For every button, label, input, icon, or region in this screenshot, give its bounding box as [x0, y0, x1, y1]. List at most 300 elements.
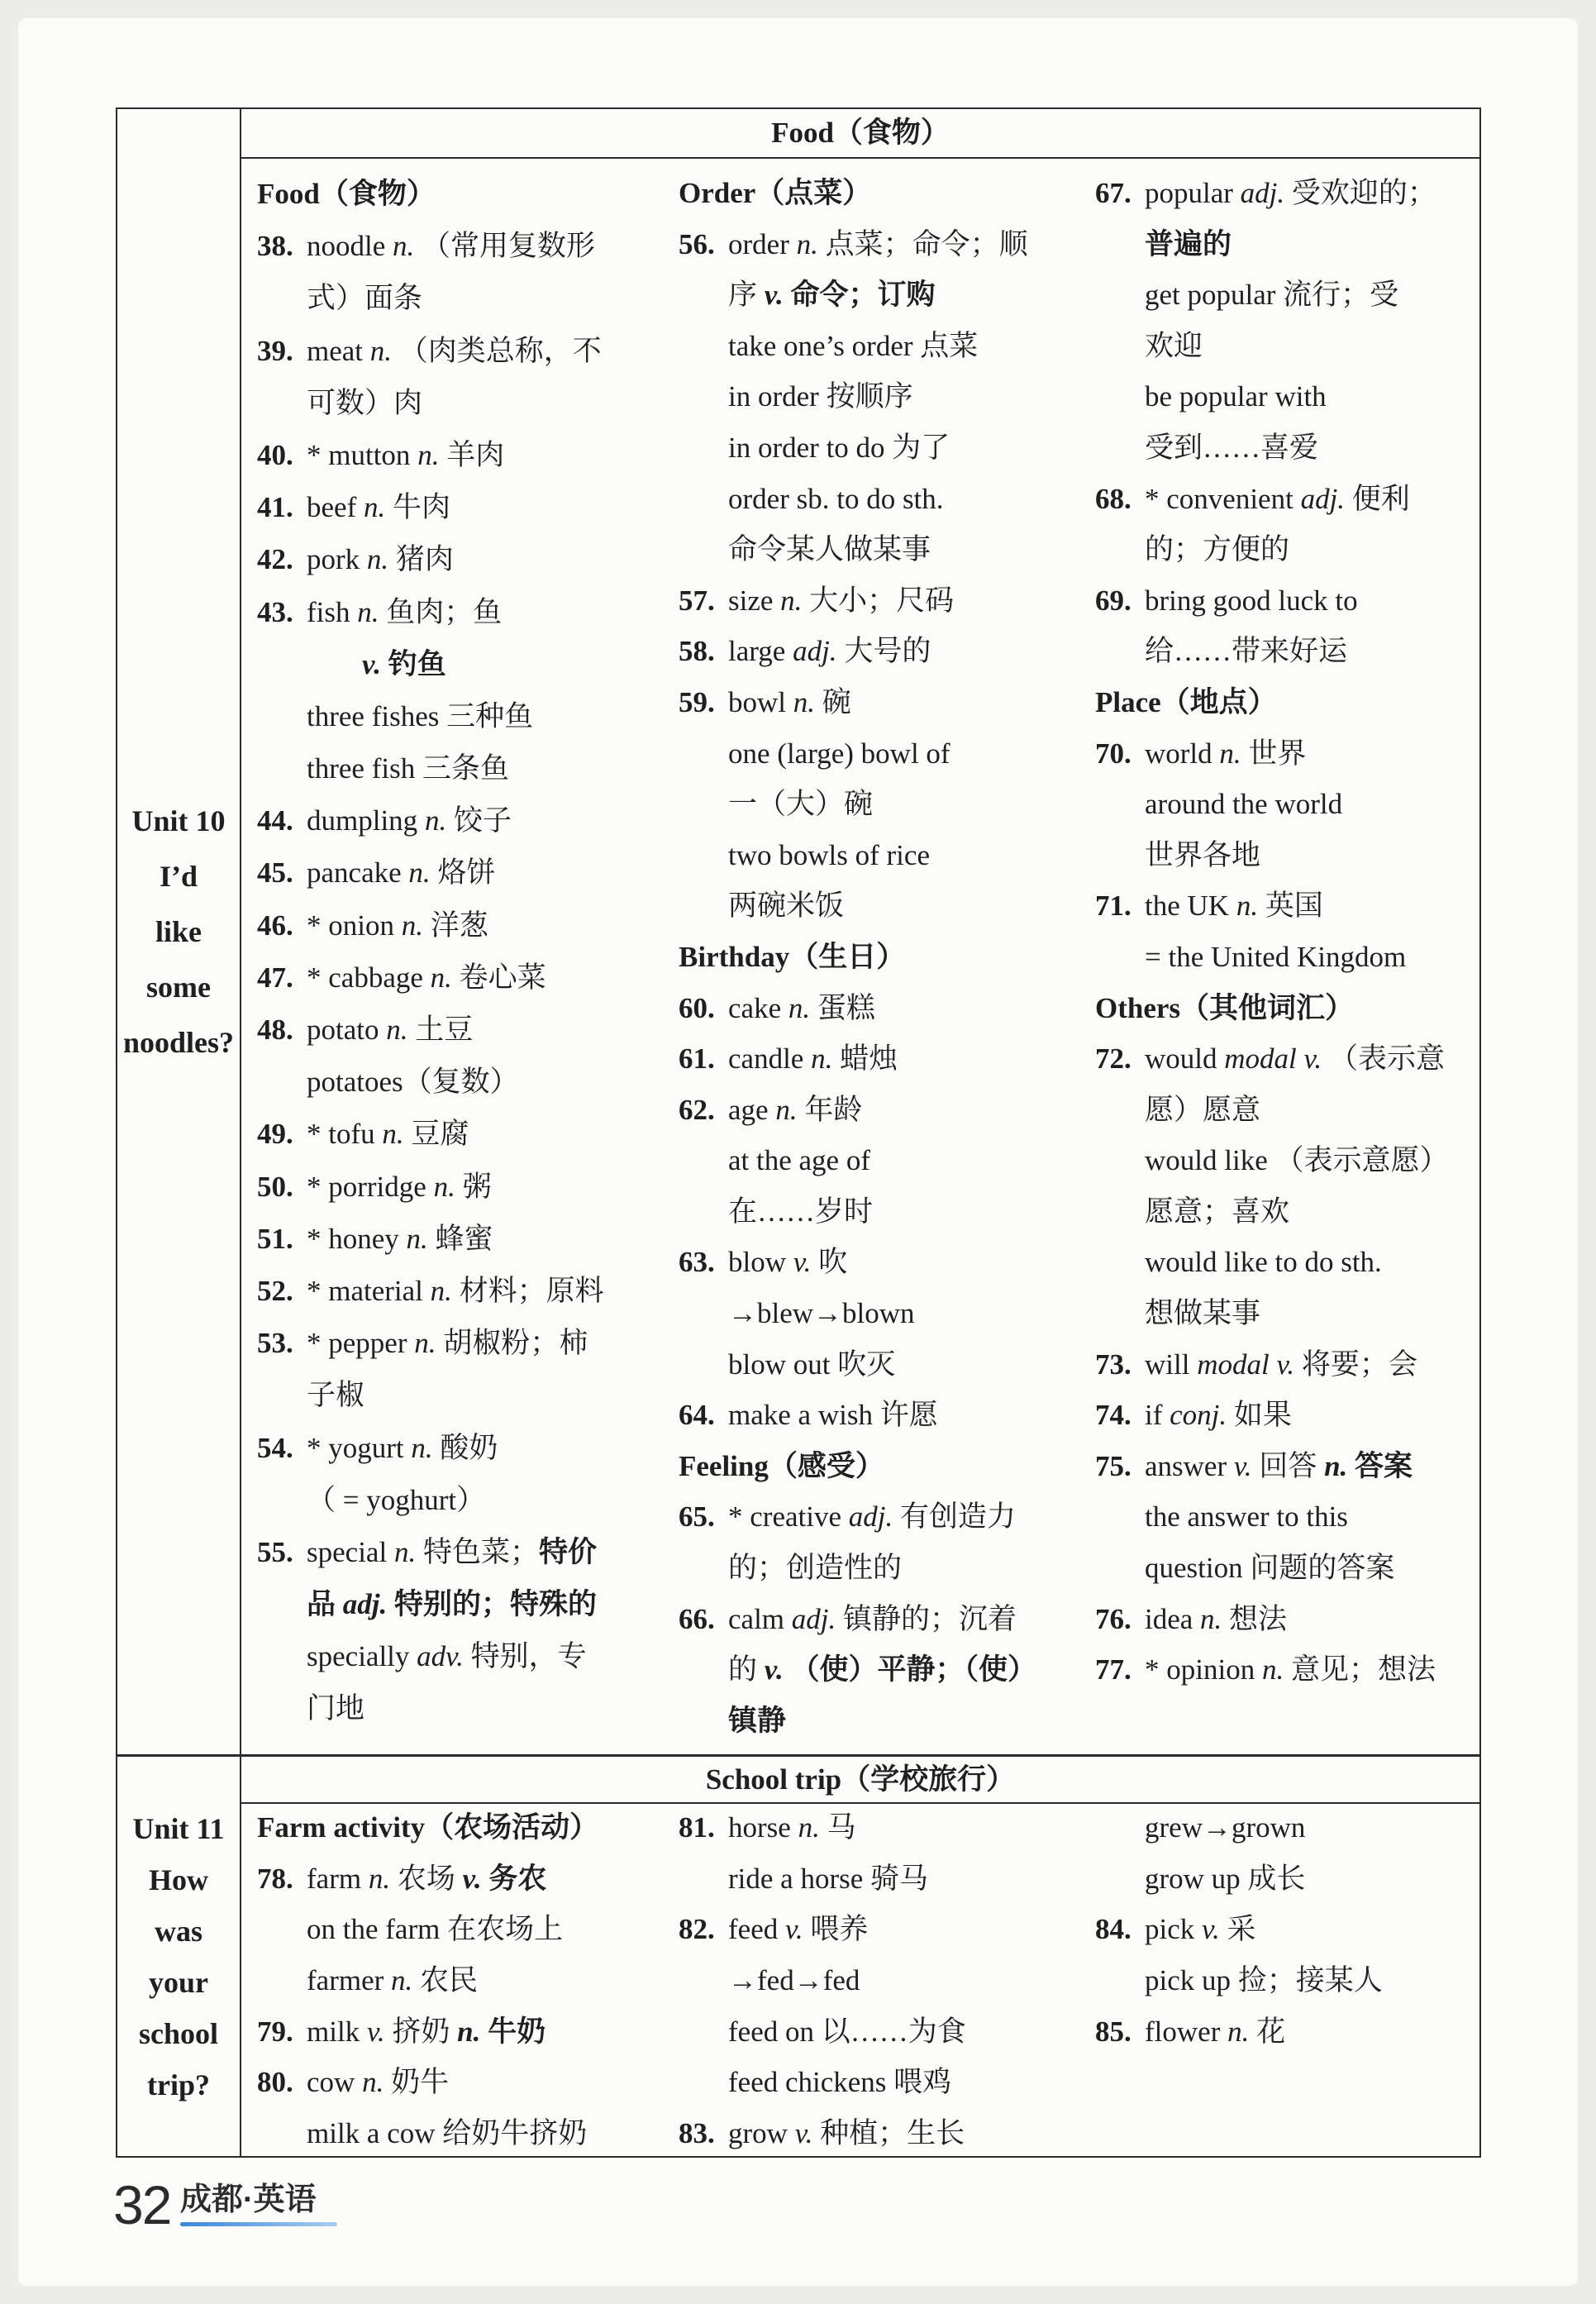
entry-text: three fish 三条鱼 [307, 752, 509, 785]
vocab-continuation-line [1095, 1853, 1475, 1905]
vocab-continuation-line [1095, 1135, 1475, 1186]
vocab-continuation-line [679, 728, 1092, 780]
entry-text: bowl [728, 685, 793, 718]
entry-number: 64. [679, 1399, 715, 1432]
entry-text: will [1145, 1348, 1198, 1381]
vocab-entry-line [1095, 1644, 1475, 1696]
entry-text: large [728, 635, 793, 668]
vocab-entry-line [679, 626, 1092, 677]
part-of-speech: n. [1236, 890, 1259, 923]
part-of-speech: n. [788, 991, 811, 1024]
vocab-pos-line [257, 638, 674, 690]
entry-text: 子椒 [307, 1379, 365, 1412]
entry-text: 烙饼 [430, 856, 496, 890]
entry-text: grew→grown [1145, 1811, 1306, 1844]
entry-text: cow [307, 2066, 363, 2099]
entry-text: 序 [728, 279, 765, 312]
entry-text: pick [1145, 1913, 1203, 1946]
entry-text: 想法 [1222, 1602, 1288, 1635]
unit-label-line: Unit 10 [131, 804, 226, 837]
entry-text: 在……岁时 [728, 1195, 874, 1228]
vocab-entry-line [257, 429, 674, 481]
entry-text: at the age of [728, 1144, 870, 1177]
entry-text: grow [728, 2117, 795, 2150]
vocab-continuation-line [1095, 1186, 1475, 1238]
part-of-speech: conj. [1170, 1399, 1227, 1432]
vocab-entry-line [679, 1085, 1092, 1136]
entry-text: feed on 以……为食 [728, 2015, 966, 2048]
entry-text: three fishes 三种鱼 [307, 699, 534, 732]
part-of-speech: n. [401, 909, 423, 942]
vocab-entry-line [679, 575, 1092, 627]
vocab-column-3 [1095, 168, 1475, 1696]
vocab-continuation-line [1095, 219, 1475, 270]
book-label: 成都·英语 [180, 2182, 317, 2217]
entry-number: 68. [1095, 482, 1131, 515]
vocab-entry-line [257, 1004, 674, 1056]
unit-label-line: like [155, 914, 202, 948]
vocab-entry-line [257, 1526, 674, 1578]
entry-number: 81. [679, 1811, 715, 1844]
part-of-speech: n. [433, 1170, 455, 1203]
entry-number: 69. [1095, 584, 1131, 617]
entry-number: 74. [1095, 1399, 1131, 1432]
entry-text: milk [307, 2015, 367, 2048]
entry-text: （ = yoghurt） [307, 1483, 486, 1516]
vocab-entry-line [1095, 474, 1475, 525]
unit-label-line: noodles? [122, 1025, 235, 1059]
entry-text: blow out 吹灭 [728, 1348, 896, 1381]
vocab-continuation-line [679, 1644, 1092, 1696]
entry-number: 46. [257, 909, 293, 942]
entry-number: 84. [1095, 1913, 1131, 1946]
vocab-entry-line [679, 983, 1092, 1034]
entry-text: would like to do sth. [1145, 1246, 1382, 1279]
vocab-continuation-line [257, 1904, 674, 1955]
vocab-entry-line [1095, 1390, 1475, 1441]
entry-text: 蛋糕 [810, 991, 875, 1024]
entry-text: pancake [307, 856, 409, 890]
entry-text: * porridge [307, 1170, 434, 1203]
vocab-continuation-line [679, 830, 1092, 881]
entry-text: 蜂蜜 [427, 1222, 493, 1255]
entry-text: 土豆 [407, 1014, 474, 1046]
vocab-entry-line [679, 1033, 1092, 1085]
entry-text: 式）面条 [307, 282, 423, 315]
unit-10-section [117, 109, 1479, 1754]
vocab-entry-line [1095, 2006, 1475, 2058]
entry-text: milk a cow 给奶牛挤奶 [307, 2117, 588, 2150]
entry-text: pork [307, 543, 367, 576]
category-heading: Birthday（生日） [679, 940, 906, 973]
vocab-entry-line [257, 481, 674, 533]
entry-number: 61. [679, 1042, 715, 1076]
entry-text: 豆腐 [403, 1118, 469, 1151]
part-of-speech: v. [784, 1913, 803, 1946]
entry-number: 57. [679, 584, 715, 617]
entry-text: 奶牛 [384, 2066, 450, 2099]
vocab-entry-line [679, 1237, 1092, 1288]
part-of-speech: n. [406, 1222, 428, 1255]
entry-number: 77. [1095, 1653, 1131, 1686]
entry-text: cake [728, 991, 788, 1024]
vocab-continuation-line [257, 377, 674, 429]
vocab-entry-line [679, 1904, 1092, 1955]
vocab-continuation-line [257, 2108, 674, 2159]
entry-number: 82. [679, 1913, 715, 1946]
entry-text: 的 [728, 1653, 765, 1686]
vocab-continuation-line [1095, 422, 1475, 474]
entry-text: * opinion [1145, 1653, 1262, 1686]
entry-text: age [728, 1093, 776, 1126]
vocab-entry-line [257, 325, 674, 377]
entry-text: would like （表示意愿） [1145, 1144, 1449, 1177]
entry-number: 62. [679, 1093, 715, 1126]
vocab-continuation-line [679, 524, 1092, 575]
entry-text: bring good luck to [1145, 584, 1358, 617]
vocab-entry-line [257, 1265, 674, 1317]
entry-text: 便利 [1345, 482, 1410, 515]
vocab-continuation-line [1095, 1543, 1475, 1594]
part-of-speech: n. [368, 1862, 391, 1895]
part-of-speech: n. [1219, 737, 1241, 770]
part-of-speech: modal v. [1197, 1348, 1295, 1381]
entry-text: specially [307, 1640, 417, 1673]
entry-text: 酸奶 [432, 1431, 498, 1464]
entry-text: 马 [819, 1811, 856, 1844]
vocab-entry-line [1095, 1339, 1475, 1391]
vocab-entry-line [257, 1213, 674, 1265]
entry-text: 特别，专 [463, 1640, 587, 1673]
vocab-entry-line [257, 1853, 674, 1905]
bold-part-of-speech: n. [457, 2015, 481, 2048]
entry-text: 愿）愿意 [1145, 1093, 1261, 1126]
bold-part-of-speech: v. [462, 1862, 482, 1895]
entry-text: 命令某人做某事 [728, 533, 931, 566]
entry-text: two bowls of rice [728, 838, 930, 871]
part-of-speech: n. [357, 595, 379, 628]
vocab-entry-line [257, 1161, 674, 1213]
vocab-continuation-line [679, 1339, 1092, 1391]
page-number: 32 [113, 2174, 171, 2235]
vocab-continuation-line [1095, 1955, 1475, 2006]
bold-part-of-speech: v. [362, 647, 381, 680]
entry-text: 采 [1219, 1913, 1256, 1946]
vocab-column-2 [679, 168, 1092, 1746]
vocab-entry-line [257, 952, 674, 1004]
entry-text: if [1145, 1399, 1170, 1432]
vocab-continuation-line [679, 371, 1092, 422]
part-of-speech: n. [363, 491, 386, 524]
entry-number: 56. [679, 227, 715, 260]
entry-text: answer [1145, 1449, 1234, 1482]
entry-number: 66. [679, 1602, 715, 1635]
bold-text: 钓鱼 [381, 647, 446, 680]
entry-text: idea [1145, 1602, 1201, 1635]
entry-text: 想做某事 [1145, 1297, 1261, 1330]
entry-text: candle [728, 1042, 812, 1076]
part-of-speech: v. [794, 2117, 813, 2150]
vocab-entry-line [257, 1108, 674, 1160]
entry-number: 60. [679, 991, 715, 1024]
vocab-entry-line [257, 586, 674, 638]
category-heading: Others（其他词汇） [1095, 991, 1355, 1024]
entry-text: order sb. to do sth. [728, 482, 944, 515]
vocab-continuation-line [257, 1630, 674, 1682]
part-of-speech: n. [369, 334, 393, 367]
vocab-continuation-line [257, 1369, 674, 1421]
category-heading: Farm activity（农场活动） [257, 1811, 599, 1844]
entry-number: 71. [1095, 890, 1131, 923]
vocab-continuation-line [679, 270, 1092, 321]
vocab-continuation-line [679, 321, 1092, 372]
vocab-column-1 [257, 1802, 674, 2159]
entry-number: 63. [679, 1246, 715, 1279]
vocab-entry-line [1095, 1033, 1475, 1085]
entry-text: one (large) bowl of [728, 737, 950, 770]
unit-label-line: How [149, 1863, 208, 1896]
entry-text: potato [307, 1014, 387, 1046]
entry-text: 种植；生长 [812, 2117, 965, 2150]
entry-number: 42. [257, 543, 293, 576]
vocab-entry-line [679, 2108, 1092, 2159]
entry-text: →blew→blown [728, 1297, 915, 1330]
part-of-speech: n. [798, 1811, 820, 1844]
part-of-speech: n. [362, 2066, 384, 2099]
part-of-speech: v. [793, 1246, 812, 1279]
part-of-speech: n. [393, 1535, 417, 1568]
bold-part-of-speech: v. [764, 1653, 784, 1686]
entry-text: 门地 [307, 1692, 365, 1725]
entry-number: 72. [1095, 1042, 1131, 1076]
entry-number: 47. [257, 961, 293, 994]
vocab-entry-line [679, 1390, 1092, 1441]
entry-text: 花 [1249, 2015, 1286, 2048]
part-of-speech: v. [1202, 1913, 1220, 1946]
entry-text: * creative [728, 1500, 849, 1534]
entry-text: 大号的 [836, 635, 931, 668]
entry-text: 洋葱 [422, 909, 488, 942]
entry-number: 39. [257, 334, 293, 367]
vocab-entry-line [1095, 1594, 1475, 1645]
bold-text: 品 [307, 1588, 343, 1621]
vocab-continuation-line [1095, 1288, 1475, 1339]
entry-text: 给……带来好运 [1145, 635, 1348, 668]
entry-text: would [1145, 1042, 1225, 1076]
bold-text: 答案 [1347, 1449, 1413, 1482]
entry-text: 世界各地 [1145, 838, 1261, 871]
entry-number: 44. [257, 804, 293, 837]
vocab-continuation-line [257, 1955, 674, 2006]
part-of-speech: n. [391, 1964, 413, 1997]
vocab-entry-line [1095, 1441, 1475, 1492]
part-of-speech: n. [424, 804, 447, 837]
entry-text: make a wish 许愿 [728, 1399, 938, 1432]
vocab-continuation-line [679, 1288, 1092, 1339]
vocab-entry-line [1095, 575, 1475, 627]
entry-text: get popular 流行；受 [1145, 279, 1399, 312]
part-of-speech: n. [411, 1431, 433, 1464]
entry-number: 41. [257, 491, 293, 524]
part-of-speech: adj. [791, 1602, 836, 1635]
unit-label-line: was [154, 1914, 202, 1948]
unit-label-line: I’d [159, 859, 198, 893]
vocab-continuation-line [679, 880, 1092, 932]
entry-text: 粥 [455, 1170, 492, 1203]
vocab-continuation-line [1095, 1237, 1475, 1288]
section-header: School trip（学校旅行） [241, 1757, 1479, 1804]
part-of-speech: adj. [793, 635, 837, 668]
entry-text: 愿意；喜欢 [1145, 1195, 1290, 1228]
vocab-continuation-line [257, 272, 674, 324]
vocab-continuation-line [679, 2057, 1092, 2108]
entry-text: 可数）肉 [307, 386, 423, 419]
entry-text: meat [307, 334, 370, 367]
entry-text: * onion [307, 909, 402, 942]
entry-text: special [307, 1535, 394, 1568]
section-content [241, 159, 1479, 1754]
entry-number: 45. [257, 856, 293, 890]
entry-text: grow up 成长 [1145, 1862, 1306, 1895]
unit-label [117, 1757, 241, 2156]
entry-text: in order 按顺序 [728, 380, 913, 413]
vocab-entry-line [679, 1802, 1092, 1853]
vocab-entry-line [257, 1317, 674, 1369]
vocab-entry-line [257, 2006, 674, 2058]
entry-number: 55. [257, 1535, 293, 1568]
vocab-entry-line [257, 533, 674, 585]
entry-text: 牛肉 [385, 491, 450, 524]
entry-text: be popular with [1145, 380, 1327, 413]
part-of-speech: n. [793, 685, 815, 718]
part-of-speech: v. [1233, 1449, 1252, 1482]
entry-text: 镇静的；沉着 [836, 1602, 1017, 1635]
category-heading: Order（点菜） [679, 177, 872, 209]
entry-text: popular [1145, 177, 1241, 209]
vocab-continuation-line [679, 422, 1092, 474]
vocab-continuation-line [257, 1578, 674, 1630]
bold-part-of-speech: n. [1324, 1449, 1348, 1482]
vocab-continuation-line [1095, 270, 1475, 321]
entry-number: 52. [257, 1274, 293, 1307]
vocab-entry-line [257, 2057, 674, 2108]
vocab-continuation-line [257, 1682, 674, 1734]
category-heading: Place（地点） [1095, 685, 1277, 718]
entry-text: 的；创造性的 [728, 1552, 903, 1585]
vocab-continuation-line [679, 1135, 1092, 1186]
vocab-continuation-line [679, 1543, 1092, 1594]
vocab-continuation-line [257, 1474, 674, 1526]
bold-part-of-speech: v. [764, 279, 784, 312]
entry-text: 卷心菜 [451, 961, 546, 994]
entry-text: 鱼肉；鱼 [379, 595, 503, 628]
entry-text: 有创造力 [893, 1500, 1016, 1534]
entry-text: 材料；原料 [451, 1274, 604, 1307]
part-of-speech: adv. [417, 1640, 464, 1673]
entry-text: ride a horse 骑马 [728, 1862, 929, 1895]
entry-number: 59. [679, 685, 715, 718]
entry-number: 40. [257, 438, 293, 471]
entry-text: * yogurt [307, 1431, 412, 1464]
vocab-continuation-line [679, 474, 1092, 525]
vocab-entry-line [257, 794, 674, 847]
part-of-speech: n. [430, 1274, 452, 1307]
part-of-speech: n. [414, 1327, 436, 1360]
vocab-entry-line [1095, 168, 1475, 219]
vocab-continuation-line [679, 779, 1092, 830]
part-of-speech: n. [775, 1093, 798, 1126]
entry-text: （常用复数形 [414, 230, 596, 263]
entry-text: （肉类总称，不 [392, 334, 602, 367]
entry-number: 70. [1095, 737, 1131, 770]
bold-text: 特价 [538, 1535, 597, 1568]
entry-text: horse [728, 1811, 798, 1844]
category-heading: Food（食物） [257, 178, 436, 210]
vocab-continuation-line [1095, 1491, 1475, 1543]
entry-text: 胡椒粉；柿 [436, 1327, 588, 1360]
entry-number: 49. [257, 1118, 293, 1151]
entry-text: pick up 捡；接某人 [1145, 1964, 1383, 1997]
entry-text: on the farm 在农场上 [307, 1913, 564, 1946]
vocab-entry-line [257, 1422, 674, 1474]
part-of-speech: n. [386, 1014, 408, 1046]
entry-number: 38. [257, 230, 293, 263]
entry-text: 点菜；命令；顺 [817, 227, 1028, 260]
bold-text: 普遍的 [1145, 227, 1232, 260]
part-of-speech: n. [393, 230, 415, 263]
unit-11-section [117, 1754, 1479, 2156]
entry-text: farm [307, 1862, 369, 1895]
entry-text: 将要；会 [1294, 1348, 1417, 1381]
entry-text: feed [728, 1913, 785, 1946]
entry-number: 78. [257, 1862, 293, 1895]
entry-text: question 问题的答案 [1145, 1552, 1395, 1585]
vocab-entry-line [1095, 1904, 1475, 1955]
entry-number: 85. [1095, 2015, 1131, 2048]
entry-text: 年龄 [797, 1093, 863, 1126]
entry-text: 大小；尺码 [802, 584, 955, 617]
vocab-continuation-line [257, 1056, 674, 1108]
part-of-speech: n. [1261, 1653, 1284, 1686]
bold-part-of-speech: adj. [342, 1588, 388, 1621]
entry-text: in order to do 为了 [728, 431, 950, 464]
part-of-speech: n. [1227, 2015, 1250, 2048]
bold-text: 命令；订购 [783, 279, 936, 312]
part-of-speech: n. [417, 438, 440, 471]
bold-text: 牛奶 [480, 2015, 546, 2048]
vocab-continuation-line [257, 690, 674, 742]
vocab-entry-line [679, 1491, 1092, 1543]
section-header: Food（食物） [241, 109, 1479, 159]
vocab-continuation-line [679, 1696, 1092, 1747]
entry-number: 43. [257, 595, 293, 628]
entry-text: * material [307, 1274, 431, 1307]
entry-text: （表示意 [1322, 1042, 1445, 1076]
bold-text: 务农 [481, 1862, 547, 1895]
category-heading: Feeling（感受） [679, 1449, 884, 1482]
entry-text: 特色菜； [416, 1535, 539, 1568]
vocab-table [116, 107, 1481, 2158]
entry-text: order [728, 227, 797, 260]
entry-number: 53. [257, 1327, 293, 1360]
entry-text: blow [728, 1246, 793, 1279]
part-of-speech: n. [811, 1042, 833, 1076]
part-of-speech: n. [780, 584, 803, 617]
entry-text: dumpling [307, 804, 425, 837]
entry-text: fish [307, 595, 358, 628]
unit-label-line: some [146, 970, 211, 1004]
entry-number: 73. [1095, 1348, 1131, 1381]
